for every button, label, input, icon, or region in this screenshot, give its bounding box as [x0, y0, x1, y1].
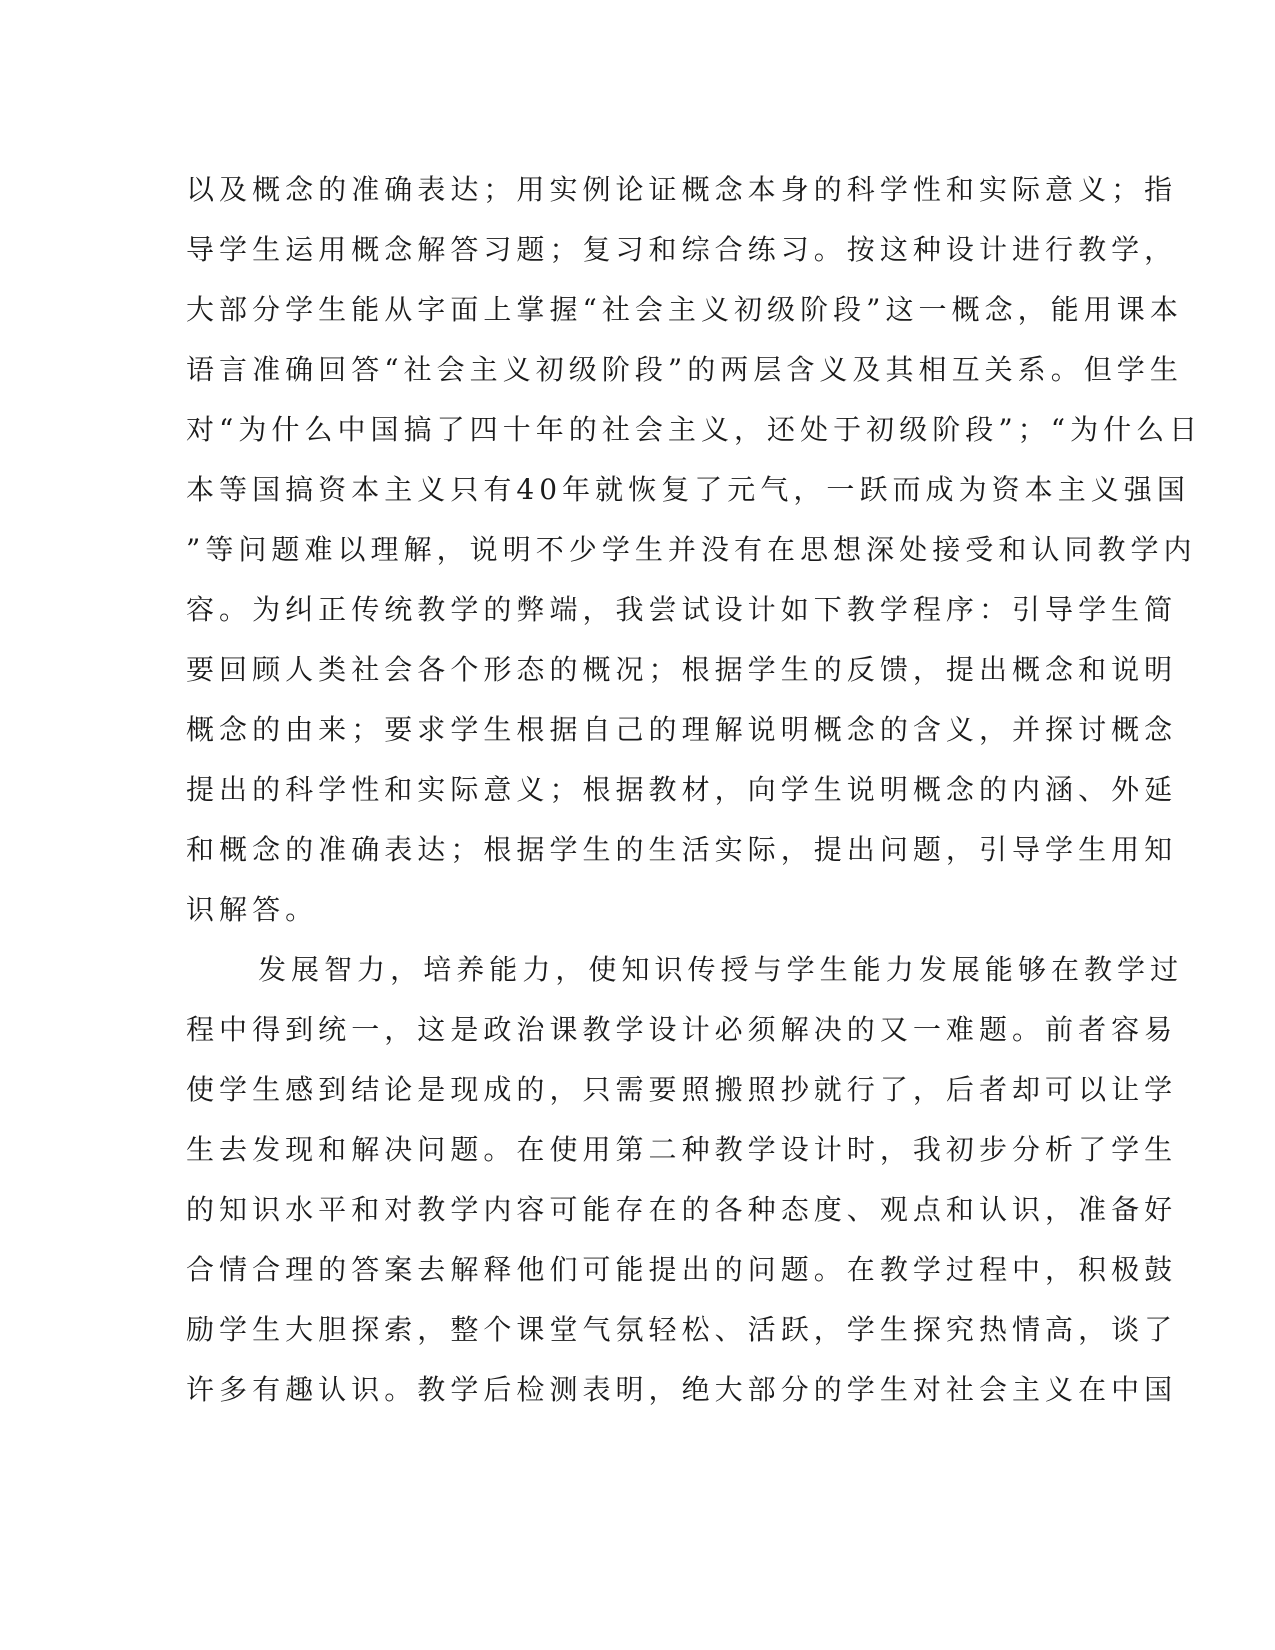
text-line: 概念的由来；要求学生根据自己的理解说明概念的含义，并探讨概念 — [186, 713, 1178, 746]
paragraph-1 — [186, 160, 1203, 940]
text-line: 生去发现和解决问题。在使用第二种教学设计时，我初步分析了学生 — [186, 1133, 1178, 1166]
text-line: 本等国搞资本主义只有40年就恢复了元气，一跃而成为资本主义强国 — [186, 473, 1190, 506]
body-text — [186, 160, 1203, 1420]
text-line: 许多有趣认识。教学后检测表明，绝大部分的学生对社会主义在中国 — [186, 1373, 1178, 1406]
text-line: 导学生运用概念解答习题；复习和综合练习。按这种设计进行教学， — [186, 233, 1178, 266]
paragraph-2 — [186, 940, 1184, 1420]
text-line: 使学生感到结论是现成的，只需要照搬照抄就行了，后者却可以让学 — [186, 1073, 1178, 1106]
text-line: 和概念的准确表达；根据学生的生活实际，提出问题，引导学生用知 — [186, 833, 1178, 866]
text-line: ”等问题难以理解，说明不少学生并没有在思想深处接受和认同教学内 — [186, 533, 1197, 566]
text-line: 大部分学生能从字面上掌握“社会主义初级阶段”这一概念，能用课本 — [186, 293, 1183, 326]
text-line: 容。为纠正传统教学的弊端，我尝试设计如下教学程序：引导学生简 — [186, 593, 1178, 626]
text-line: 励学生大胆探索，整个课堂气氛轻松、活跃，学生探究热情高，谈了 — [186, 1313, 1178, 1346]
text-line: 提出的科学性和实际意义；根据教材，向学生说明概念的内涵、外延 — [186, 773, 1178, 806]
text-line: 识解答。 — [186, 893, 319, 926]
text-line: 合情合理的答案去解释他们可能提出的问题。在教学过程中，积极鼓 — [186, 1253, 1178, 1286]
text-line: 语言准确回答“社会主义初级阶段”的两层含义及其相互关系。但学生 — [186, 353, 1183, 386]
text-line: 对“为什么中国搞了四十年的社会主义，还处于初级阶段”；“为什么日 — [186, 413, 1203, 446]
text-line: 的知识水平和对教学内容可能存在的各种态度、观点和认识，准备好 — [186, 1193, 1178, 1226]
text-line: 以及概念的准确表达；用实例论证概念本身的科学性和实际意义；指 — [186, 173, 1178, 206]
text-line: 程中得到统一，这是政治课教学设计必须解决的又一难题。前者容易 — [186, 1013, 1178, 1046]
text-line: 发展智力，培养能力，使知识传授与学生能力发展能够在教学过 — [258, 953, 1184, 986]
text-line: 要回顾人类社会各个形态的概况；根据学生的反馈，提出概念和说明 — [186, 653, 1178, 686]
